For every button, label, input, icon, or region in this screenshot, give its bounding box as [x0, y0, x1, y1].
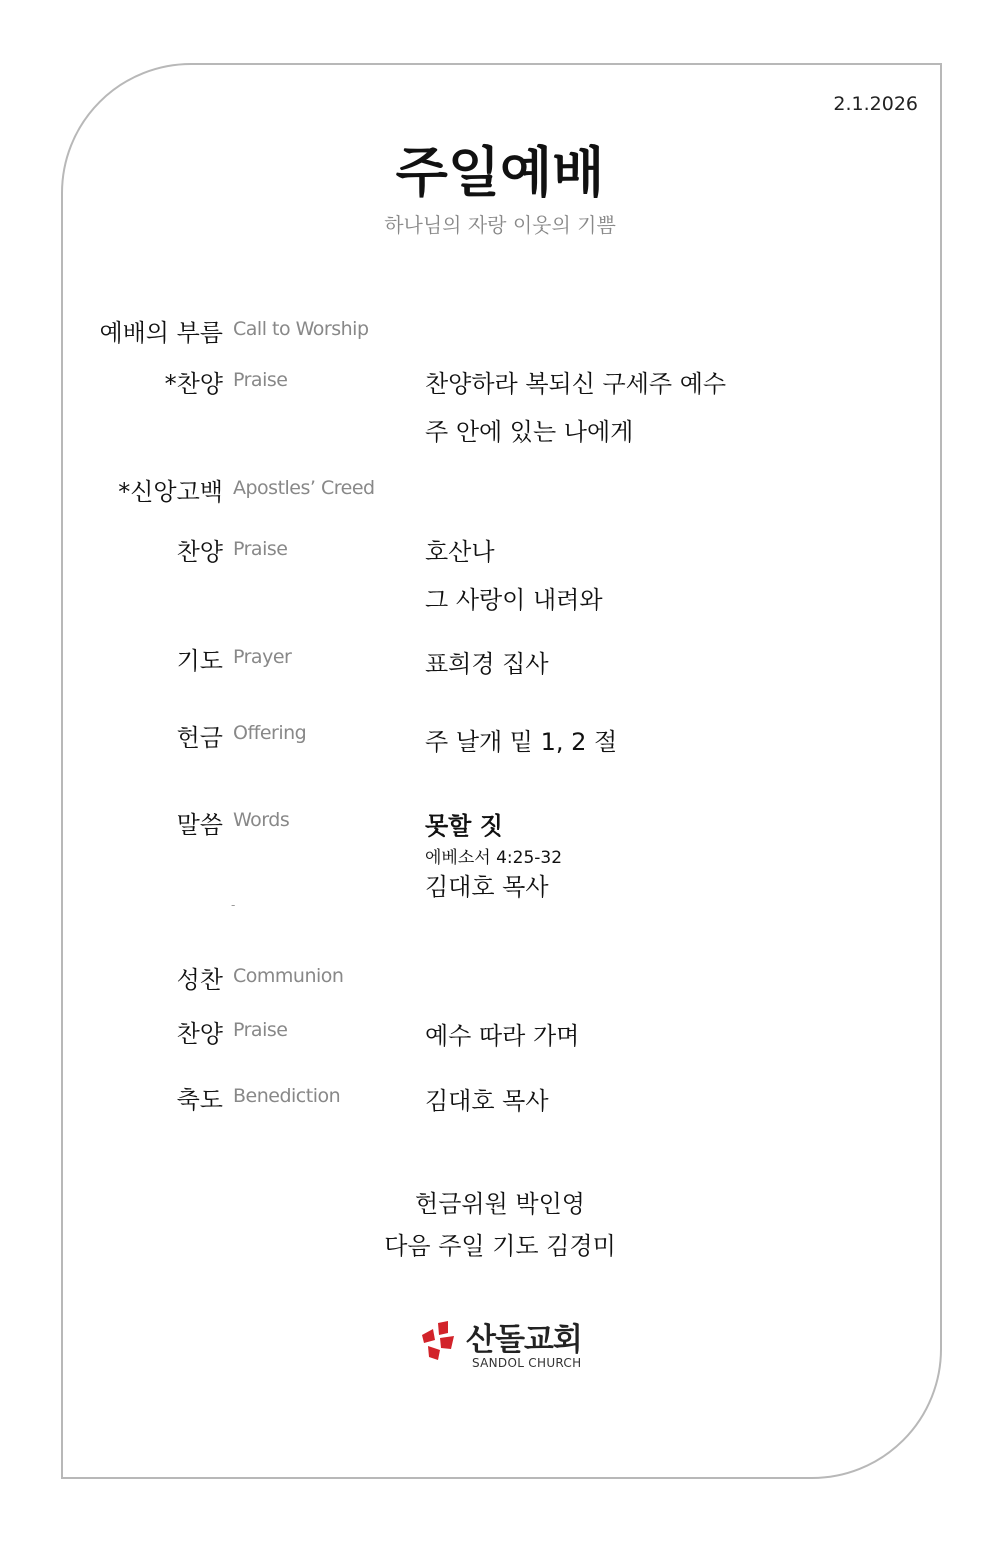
offering-hymn: 주 날개 밑 1, 2 절 [425, 728, 618, 756]
sermon-title: 못할 짓 [425, 812, 503, 840]
order-label-en: Communion [233, 965, 344, 987]
order-label-en: Benediction [233, 1085, 341, 1107]
hymn-title: 예수 따라 가며 [425, 1022, 580, 1050]
order-label-ko: 예배의 부름 [99, 319, 223, 347]
order-label-ko: 기도 [176, 647, 223, 675]
order-label-en: Praise [233, 369, 288, 391]
order-label-ko: 축도 [176, 1086, 223, 1114]
church-logo-icon [418, 1320, 458, 1360]
order-label-en: Praise [233, 538, 288, 560]
hymn-title: 주 안에 있는 나에게 [425, 418, 634, 446]
order-label-ko: 찬양 [176, 538, 223, 566]
bulletin-frame [61, 63, 942, 1479]
offering-committee: 헌금위원 박인영 [415, 1190, 585, 1218]
order-label-en: Offering [233, 722, 307, 744]
prayer-leader: 표희경 집사 [425, 650, 549, 678]
order-label-en: Praise [233, 1019, 288, 1041]
order-label-ko: 말씀 [176, 811, 223, 839]
hymn-title: 그 사랑이 내려와 [425, 586, 603, 614]
next-week-prayer: 다음 주일 기도 김경미 [384, 1232, 616, 1260]
order-label-en: Prayer [233, 646, 292, 668]
preacher: 김대호 목사 [425, 873, 549, 901]
order-label-ko: *찬양 [164, 370, 223, 398]
order-label-en: Call to Worship [233, 318, 369, 340]
order-label-en: Words [233, 809, 290, 831]
church-name: 산돌교회 [466, 1322, 582, 1358]
hymn-title: 찬양하라 복되신 구세주 예수 [425, 370, 727, 398]
order-label-ko: 헌금 [176, 724, 223, 752]
order-label-ko: 찬양 [176, 1020, 223, 1048]
benediction-pastor: 김대호 목사 [425, 1087, 549, 1115]
order-label-ko: *신앙고백 [118, 478, 223, 506]
date: 2.1.2026 [833, 93, 918, 115]
page-subtitle: 하나님의 자랑 이웃의 기쁨 [384, 213, 616, 237]
order-label-en: Apostles’ Creed [233, 477, 375, 499]
page-title: 주일예배 [395, 141, 605, 204]
church-logo [418, 1318, 588, 1374]
church-name-en: SANDOL CHURCH [472, 1356, 582, 1370]
hymn-title: 호산나 [425, 538, 495, 566]
order-label-ko: 성찬 [176, 966, 223, 994]
divider-mark: - [231, 898, 236, 912]
scripture-reference: 에베소서 4:25-32 [425, 848, 563, 868]
